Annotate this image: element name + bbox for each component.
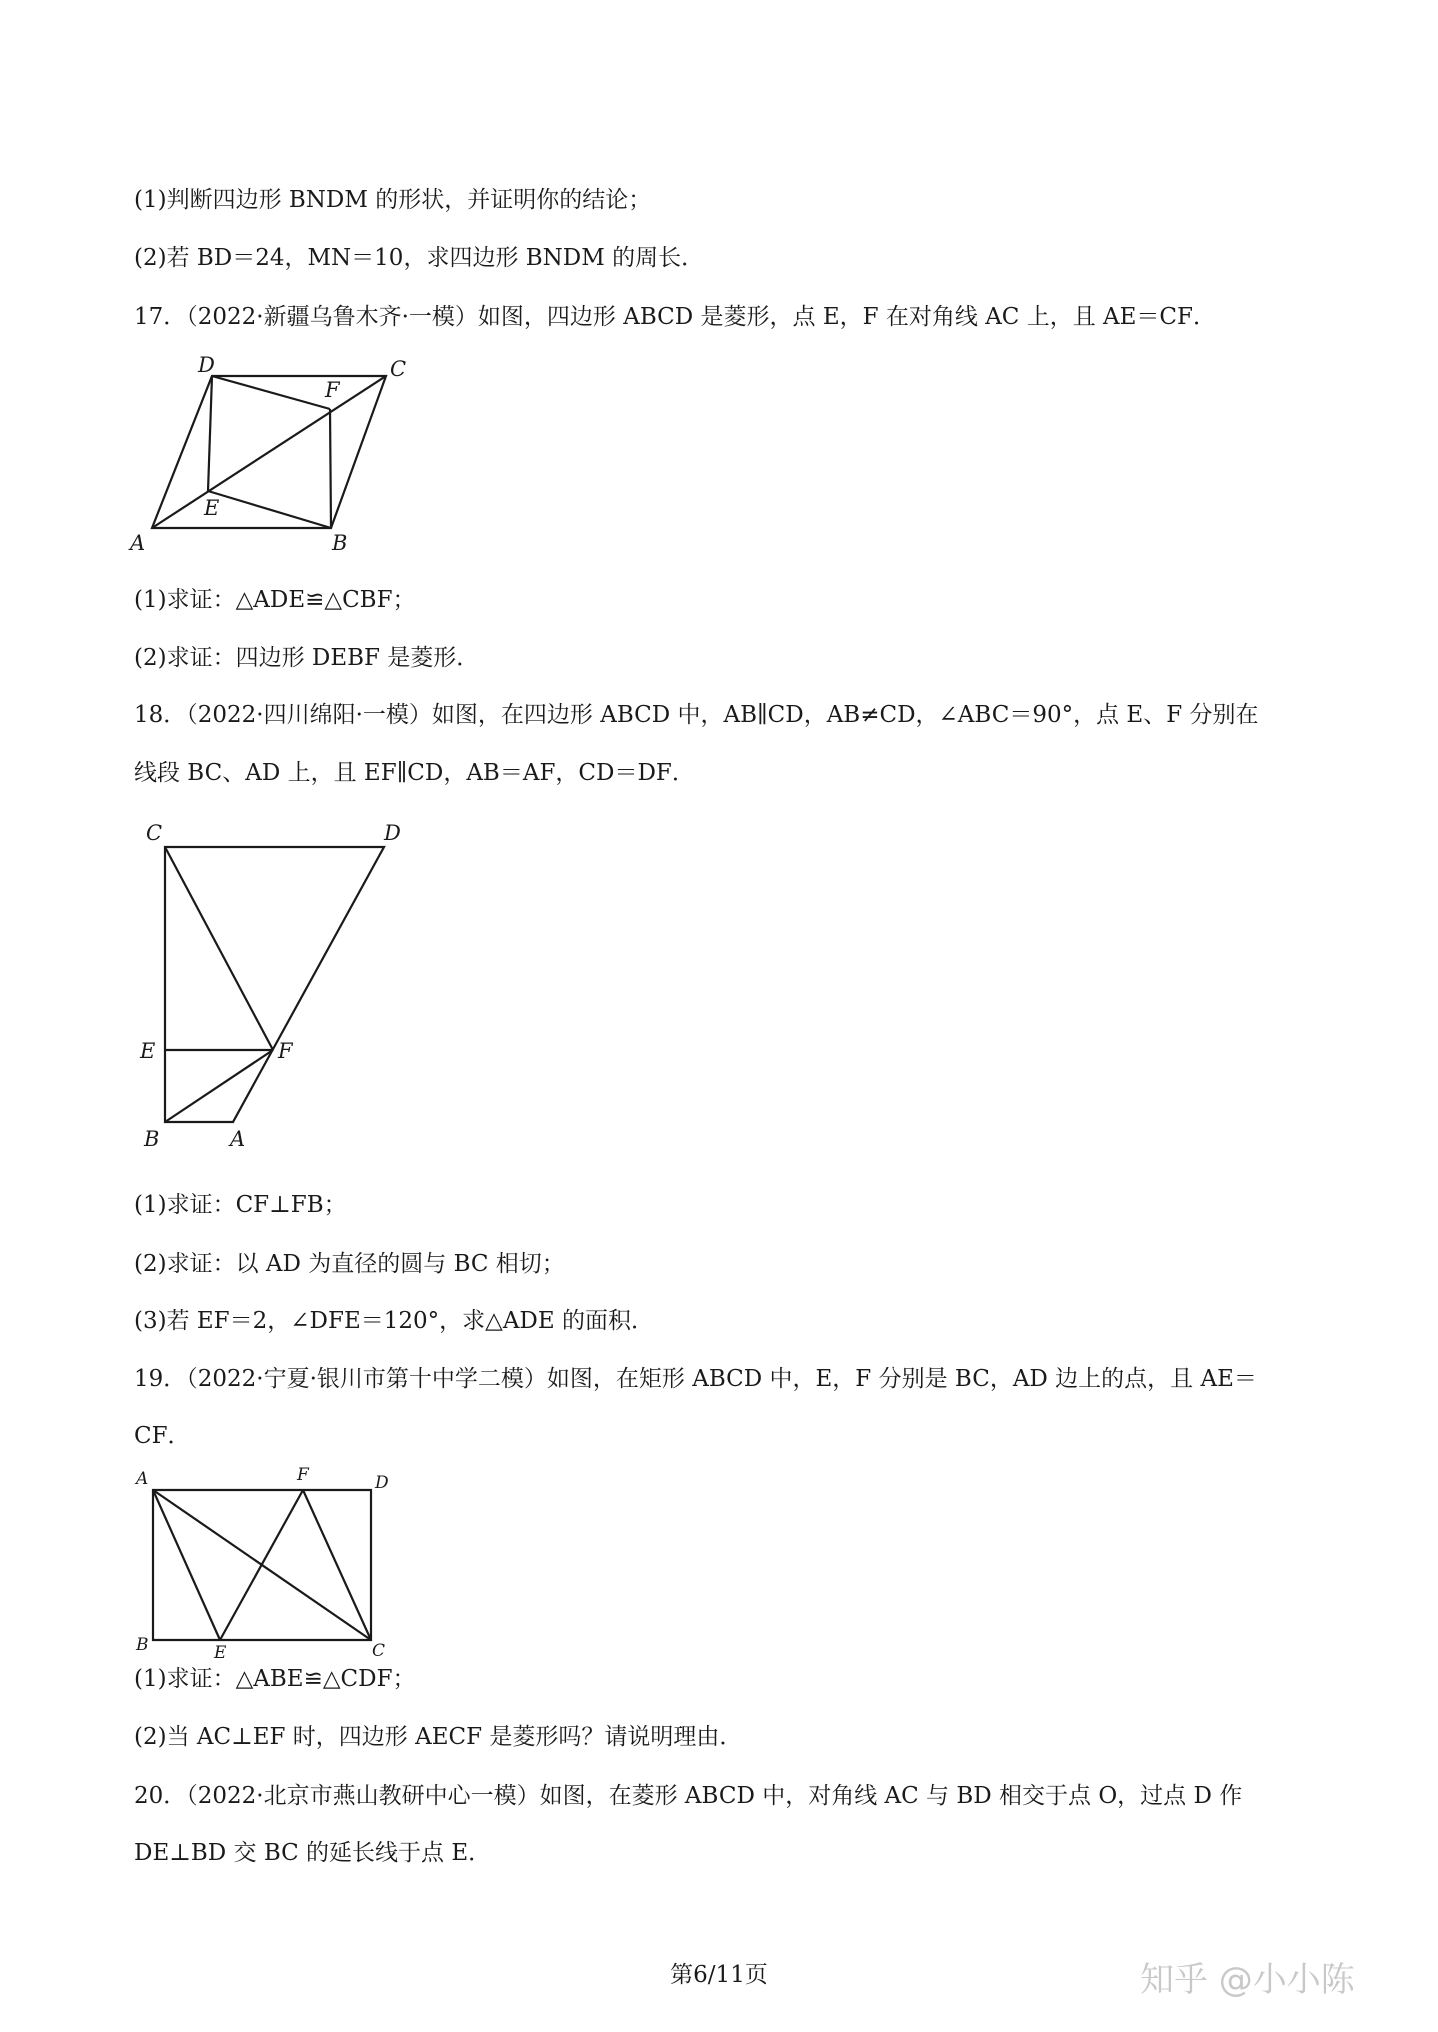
question-16-part-1: (1)判断四边形 BNDM 的形状，并证明你的结论；	[134, 187, 652, 213]
question-18-part-2: (2)求证：以 AD 为直径的圆与 BC 相切；	[134, 1251, 565, 1277]
question-17-stem: 17．（2022·新疆乌鲁木齐·一模）如图，四边形 ABCD 是菱形，点 E，F 在对角线 AC 上，且 AE＝CF．	[134, 304, 1216, 330]
label-a: A	[130, 531, 146, 555]
label-c: C	[146, 821, 163, 845]
segment-fb	[330, 409, 331, 528]
label-b: B	[332, 531, 348, 555]
question-18-part-3: (3)若 EF＝2，∠DFE＝120°，求△ADE 的面积．	[134, 1308, 654, 1334]
label-c: C	[372, 1641, 386, 1661]
trapezoid-abcd	[165, 847, 384, 1122]
label-f: F	[297, 1465, 309, 1485]
page-number: 第6/11页	[670, 1962, 768, 1988]
figure-17-rhombus	[120, 345, 440, 560]
label-d: D	[384, 821, 401, 845]
label-e: E	[140, 1039, 156, 1063]
question-18-stem-line-1: 18．（2022·四川绵阳·一模）如图，在四边形 ABCD 中，AB∥CD，AB≠CD，∠ABC＝90°，点 E、F 分别在	[134, 702, 1259, 728]
question-20-stem-line-1: 20．（2022·北京市燕山教研中心一模）如图，在菱形 ABCD 中，对角线 AC 与 BD 相交于点 O，过点 D 作	[134, 1783, 1243, 1809]
label-d: D	[375, 1473, 389, 1493]
label-a: A	[136, 1469, 149, 1489]
question-18-stem-line-2: 线段 BC、AD 上，且 EF∥CD，AB＝AF，CD＝DF．	[134, 760, 695, 786]
label-a: A	[230, 1127, 246, 1151]
question-20-stem-line-2: DE⊥BD 交 BC 的延长线于点 E．	[134, 1840, 492, 1866]
label-c: C	[390, 357, 407, 381]
label-e: E	[204, 496, 220, 520]
question-18-part-1: (1)求证：CF⊥FB；	[134, 1192, 347, 1218]
label-f: F	[325, 378, 340, 402]
label-b: B	[136, 1635, 149, 1655]
segment-de	[208, 376, 212, 491]
diagonal-ac	[152, 376, 386, 528]
question-16-part-2: (2)若 BD＝24，MN＝10，求四边形 BNDM 的周长．	[134, 245, 705, 271]
segment-eb	[208, 491, 331, 528]
segment-df	[212, 376, 330, 409]
zhihu-watermark: 知乎 @小小陈	[1140, 1960, 1355, 2000]
figure-18-trapezoid	[130, 812, 430, 1157]
label-f: F	[278, 1039, 293, 1063]
figure-19-rectangle	[128, 1462, 448, 1663]
question-19-part-1: (1)求证：△ABE≌△CDF；	[134, 1666, 416, 1692]
segment-bf	[165, 1050, 273, 1122]
question-19-stem-line-2: CF．	[134, 1423, 191, 1449]
segment-ef	[220, 1490, 303, 1640]
segment-cf	[165, 847, 273, 1050]
question-17-part-1: (1)求证：△ADE≌△CBF；	[134, 587, 416, 613]
question-19-part-2: (2)当 AC⊥EF 时，四边形 AECF 是菱形吗？请说明理由．	[134, 1724, 743, 1750]
label-e: E	[214, 1643, 227, 1663]
question-19-stem-line-1: 19．（2022·宁夏·银川市第十中学二模）如图，在矩形 ABCD 中，E，F 分别是 BC，AD 边上的点，且 AE＝	[134, 1366, 1257, 1392]
label-d: D	[198, 353, 215, 377]
label-b: B	[144, 1127, 160, 1151]
question-17-part-2: (2)求证：四边形 DEBF 是菱形．	[134, 645, 480, 671]
